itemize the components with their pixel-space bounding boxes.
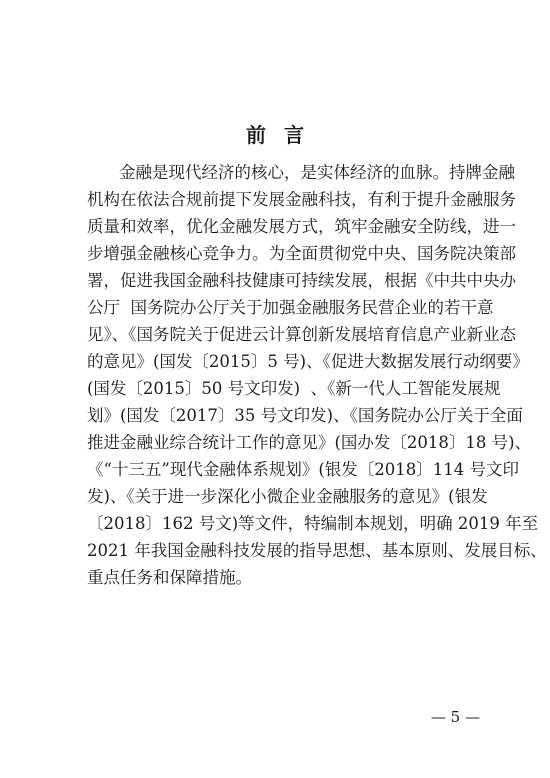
text-line: (国发〔2015〕50 号文印发) 、《新一代人工智能发展规 (87, 379, 501, 398)
text-line: 发)、《关于进一步深化小微企业金融服务的意见》(银发 (87, 487, 488, 506)
text-line: 推进金融业综合统计工作的意见》(国办发〔2018〕18 号)、 (87, 433, 532, 452)
text-line: 金融是现代经济的核心，是实体经济的血脉。持牌金融 (119, 163, 515, 182)
text-line: 署，促进我国金融科技健康可持续发展，根据《中共中央办 (87, 271, 516, 290)
text-line: 《“十三五”现代金融体系规划》(银发〔2018〕114 号文印 (87, 460, 520, 479)
page-number: — 5 — (430, 708, 480, 726)
text-line: 重点任务和保障措施。 (87, 568, 252, 587)
text-line: 的意见》(国发〔2015〕5 号)、《促进大数据发展行动纲要》 (87, 352, 529, 371)
text-line: 步增强金融核心竞争力。为全面贯彻党中央、国务院决策部 (87, 244, 516, 263)
page-title: 前言 (246, 123, 322, 147)
text-line: 公厅 国务院办公厅关于加强金融服务民营企业的若干意 (87, 298, 494, 317)
text-line: 见》、《国务院关于促进云计算创新发展培育信息产业新业态 (87, 325, 516, 344)
text-line: 质量和效率，优化金融发展方式，筑牢金融安全防线，进一 (87, 217, 516, 236)
text-line: 划》(国发〔2017〕35 号文印发)、《国务院办公厅关于全面 (87, 406, 523, 425)
text-line: 2021 年我国金融科技发展的指导思想、基本原则、发展目标、 (87, 541, 547, 560)
preface-paragraph (87, 159, 547, 591)
text-line: 机构在依法合规前提下发展金融科技，有利于提升金融服务 (87, 190, 516, 209)
text-line: 〔2018〕162 号文)等文件，特编制本规划，明确 2019 年至 (87, 514, 539, 533)
